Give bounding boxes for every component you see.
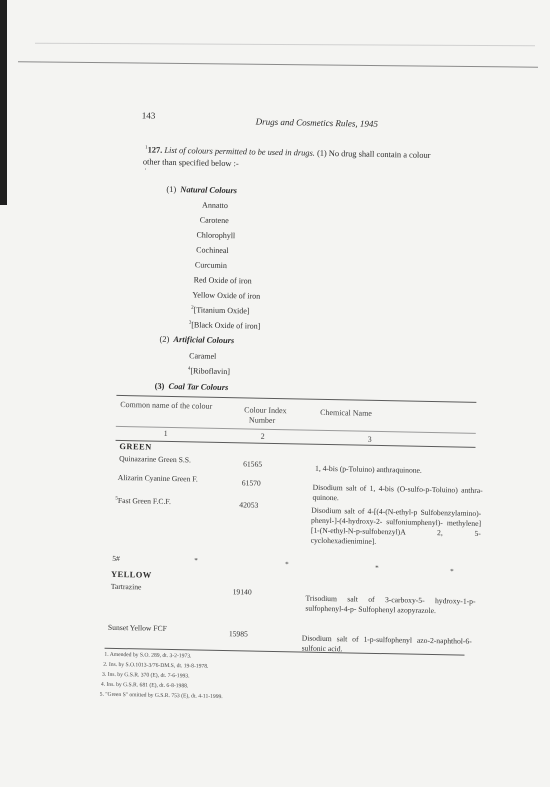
omitted-row-label: 5# xyxy=(112,553,120,564)
omission-star: * xyxy=(375,563,379,572)
colour-name: Sunset Yellow FCF xyxy=(107,622,167,633)
natural-item: Yellow Oxide of iron xyxy=(192,290,261,301)
colour-index: 42053 xyxy=(239,500,259,510)
natural-item: Red Oxide of iron xyxy=(193,275,252,286)
natural-item: Chlorophyll xyxy=(196,230,236,241)
colour-index: 61565 xyxy=(243,459,263,469)
col-number-1: 1 xyxy=(163,428,168,438)
colour-name: Alizarin Cyanine Green F. xyxy=(117,472,198,484)
page-number: 143 xyxy=(141,110,156,121)
footnote-ref: 5 xyxy=(115,496,118,502)
artificial-item: $^4$[Riboflavin] xyxy=(187,366,231,377)
footnote: 5. "Green S" omitted by G.S.R. 753 (E), dt. 4-11-1999. xyxy=(99,691,223,701)
coal-tar-label: (3) xyxy=(154,381,165,391)
chemical-name: Disodium salt of 4-[(4-(N-ethyl-p Sulfobenzylamino)-phenyl-]-(4-hydroxy-2- sulfoniumphenyl)- methylene] [1-(N-ethyl-N-p-sulfobenzyl)A 2, 5-cyclohexadienimine]. xyxy=(310,505,482,546)
artificial-colours-heading xyxy=(159,335,234,345)
natural-title: Natural Colours xyxy=(180,185,237,196)
omission-star: * xyxy=(194,556,198,565)
artificial-title: Artificial Colours xyxy=(173,335,235,346)
rule-text-line1: (1) No drug shall contain a colour xyxy=(316,148,431,160)
coal-tar-title: Coal Tar Colours xyxy=(168,381,229,393)
omission-star: * xyxy=(450,567,454,576)
natural-item: Cochineal xyxy=(196,245,229,256)
col-header-chemical-name: Chemical Name xyxy=(320,407,372,418)
natural-label: (1) xyxy=(166,184,177,195)
chemical-name: Trisodium salt of 3-carboxy-5- hydroxy-1-p-sulfophenyl-4-p- Sulfophenyl azopyrazole. xyxy=(305,593,476,616)
rule-footnote-ref: 1 xyxy=(145,145,148,151)
omission-star: * xyxy=(285,560,289,569)
stray-mark: ' xyxy=(144,168,146,175)
natural-item: $^2$[Titanium Oxide] xyxy=(191,305,250,316)
natural-colours-heading xyxy=(166,185,237,195)
natural-item: Curcumin xyxy=(194,260,228,271)
col-number-3: 3 xyxy=(367,434,372,444)
footnote: 2. Ins. by S.O.1013-3/76-DM.S, dt. 19-8-1978. xyxy=(103,661,209,670)
artificial-item: Caramel xyxy=(189,351,217,361)
colour-index: 19140 xyxy=(232,587,252,597)
col-header-number: Number xyxy=(248,415,276,425)
colour-index: 15985 xyxy=(228,629,248,639)
natural-item: Carotene xyxy=(199,215,229,226)
col-number-2: 2 xyxy=(260,431,265,441)
natural-item: Annatto xyxy=(202,200,228,211)
colour-index: 61570 xyxy=(241,478,261,488)
chemical-name: 1, 4-bis (p-Toluino) anthraquinone. xyxy=(314,463,422,475)
col-header-common-name: Common name of the colour xyxy=(120,399,213,411)
natural-item: $^3$[Black Oxide of iron] xyxy=(188,320,261,331)
scan-shadow-edge xyxy=(0,0,7,205)
footnote-ref: 3 xyxy=(188,320,192,326)
group-heading-green: GREEN xyxy=(119,441,152,452)
table-subheader-rule xyxy=(116,440,476,448)
chemical-name: Disodium salt of 1-p-sulfophenyl azo-2-naphthol-6-sulfonic acid. xyxy=(301,633,472,654)
group-heading-yellow: YELLOW xyxy=(110,569,152,580)
footnote-ref: 4 xyxy=(187,366,191,372)
chemical-name: Disodium salt of 1, 4-bis (O-sulfo-p-Toluino) anthra-quinone. xyxy=(312,482,483,503)
colour-name: Tartrazine xyxy=(110,581,142,592)
colour-name: Quinazarine Green S.S. xyxy=(119,453,191,465)
artificial-label: (2) xyxy=(159,334,170,344)
rule-text-line2: other than specified below :- xyxy=(142,157,239,169)
table-header-rule xyxy=(116,426,476,434)
rule-number: 127. xyxy=(147,145,163,155)
rule-heading: List of colours permitted to be used in drugs. xyxy=(164,145,315,158)
coal-tar-colours-heading xyxy=(155,382,229,392)
col-header-colour-index: Colour Index xyxy=(244,405,287,416)
footnote: 4. Ins. by G.S.R. 681 (E), dt. 6-8-1988. xyxy=(100,681,189,690)
colour-name: $^5$Fast Green F.C.F. xyxy=(115,495,171,506)
footnote: 1. Amended by S.O. 289, dt. 3-2-1973. xyxy=(104,651,192,660)
footnote-ref: 2 xyxy=(191,305,194,311)
footnote: 3. Ins. by G.S.R. 370 (E), dt. 7-6-1993. xyxy=(102,671,190,680)
running-title: Drugs and Cosmetics Rules, 1945 xyxy=(255,116,379,129)
document-page xyxy=(5,0,540,787)
